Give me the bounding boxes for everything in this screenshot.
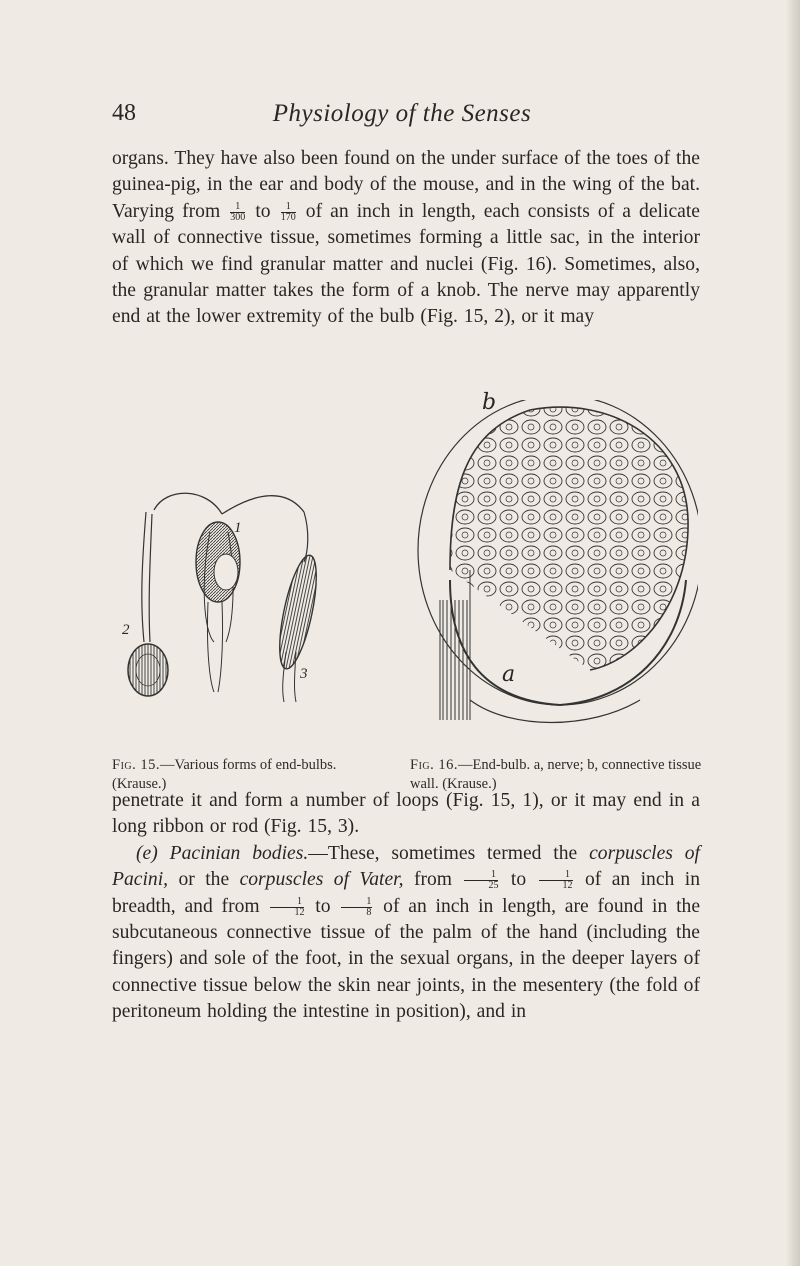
figure-label-b: b: [482, 390, 497, 415]
fraction: $\frac{1}{12}$: [539, 870, 573, 891]
fraction: $\frac{1}{12}$: [270, 897, 304, 918]
figure-15-caption: Fig. 15.—Various forms of end-bulbs. (Krause.): [112, 757, 337, 792]
fraction: $\frac{1}{170}$: [280, 200, 296, 223]
paragraph-continuation: penetrate it and form a number of loops (Fig. 15, 1), or it may end in a long ribbon or rod (Fig. 15, 3).: [112, 790, 700, 838]
page-number: 48: [112, 100, 136, 126]
page-header: [112, 100, 692, 134]
paragraph-upper: organs. They have also been found on the under surface of the toes of the guinea-pig, in the ear and body of the mouse, and in the wing of the bat. Varying from $\frac{1}{300}$ to $\frac{1}{170}$ of an inch in length, each consists of a delicate wall of connective tissue, sometimes forming a little sac, in the interior of which we find granular matter and nuclei (Fig. 16). Sometimes, also, the granular matter takes the form of a knob. The nerve may apparently end at the lower extremity of the bulb (Fig. 15, 2), or it may: [112, 148, 700, 328]
page-edge-shadow: [786, 0, 800, 1266]
end-bulb-drawing: [410, 400, 698, 730]
figure-16-illustration: [410, 390, 698, 730]
figure-16-caption: Fig. 16.—End-bulb. a, nerve; b, connective tissue wall. (Krause.): [410, 757, 702, 792]
figure-label-a: a: [502, 662, 516, 687]
paragraph-text: organs. They have also been found on the under surface of the toes of the guinea-pig, in the ear and body of the mouse, and in the wing of the bat. Varying from: [112, 148, 700, 222]
fraction: $\frac{1}{25}$: [464, 870, 498, 891]
figure-label-1: 1: [234, 520, 242, 536]
paragraph-text: of an inch in length, each consists of a delicate wall of connective tissue, sometimes forming a little sac, in the interior of which we find granular matter and nuclei (Fig. 16). Sometimes, also, the granular matter takes the form of a knob. The nerve may apparently end at the lower extremity of the bulb (Fig. 15, 2), or it may: [112, 200, 700, 328]
running-title: Physiology of the Senses: [272, 100, 532, 127]
figure-15-illustration: [122, 492, 340, 712]
figures-row: [112, 390, 704, 792]
figure-label-3: 3: [300, 666, 308, 682]
fraction: $\frac{1}{8}$: [341, 897, 372, 918]
section-title: Pacinian bodies.: [169, 842, 309, 864]
fraction: $\frac{1}{300}$: [230, 200, 246, 223]
figure-label-2: 2: [122, 622, 130, 638]
paragraph-lower: [112, 788, 700, 1026]
paragraph-pacinian: (e) Pacinian bodies.—These, sometimes termed the corpuscles of Pacini, or the corpuscles of Vater, from $\frac{1}{25}$ to $\frac{1}{12}$ of an inch in breadth, and from $\frac{1}{12}$ to $\frac{1}{8}$ of an inch in length, are found in the subcutaneous connective tissue of the palm of the hand (including the fingers) and sole of the foot, in the sexual organs, in the deeper layers of connective tissue below the skin near joints, in the mesentery (the fold of peritoneum holding the intestine in position), and in: [112, 842, 701, 1023]
